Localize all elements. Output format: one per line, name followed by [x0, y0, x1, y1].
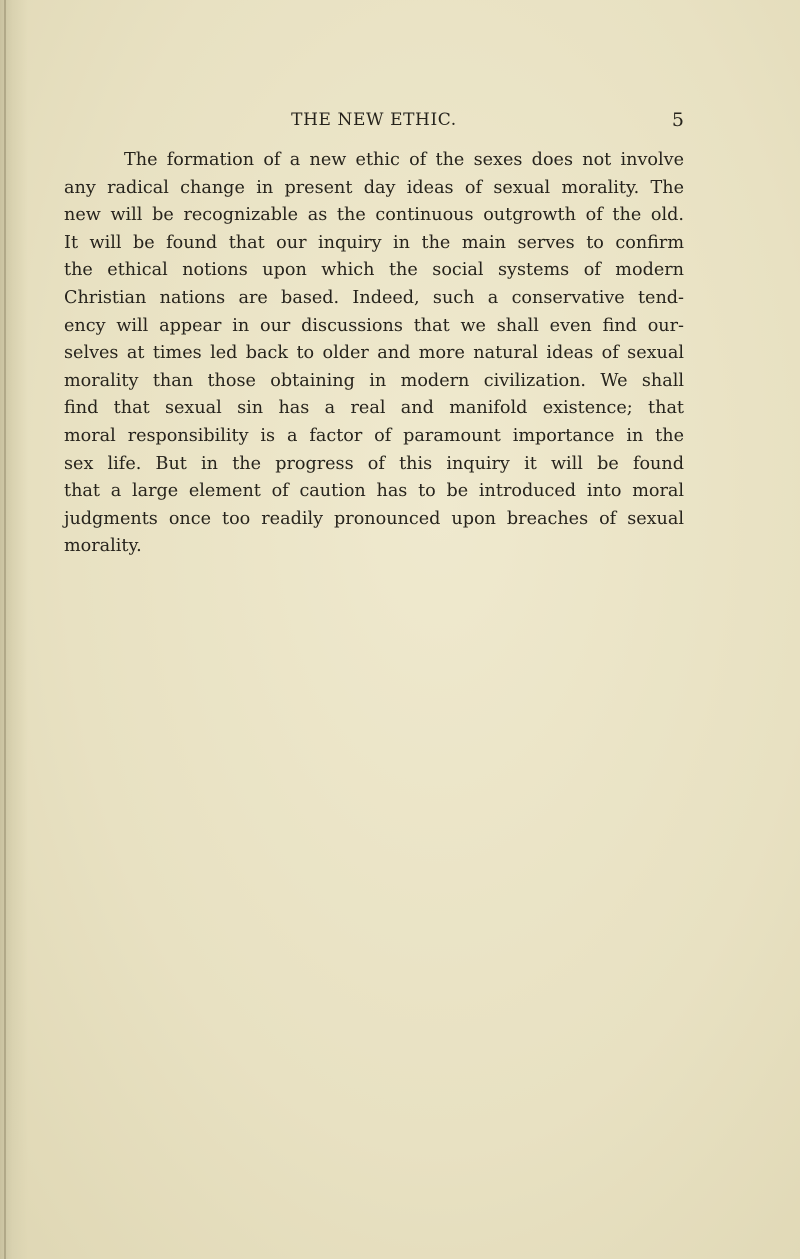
text-line: find that sexual sin has a real and manifold existence; that [64, 398, 684, 419]
text-line: ency will appear in our discussions that we shall even find our- [64, 315, 684, 336]
text-line: morality. [64, 536, 142, 557]
paragraph [64, 147, 684, 561]
text-line: The formation of a new ethic of the sexes does not involve [124, 150, 684, 170]
text-line: selves at times led back to older and more natural ideas of sexual [64, 343, 684, 364]
text-line: moral responsibility is a factor of paramount importance in the [64, 425, 684, 446]
text-line: morality than those obtaining in modern civilization. We shall [64, 370, 684, 391]
text-line: sex life. But in the progress of this inquiry it will be found [64, 453, 684, 474]
running-title: THE NEW ETHIC. [291, 110, 457, 130]
text-line: that a large element of caution has to be introduced into moral [64, 481, 684, 502]
text-line: any radical change in present day ideas of sexual morality. The [64, 177, 684, 198]
spine-edge [4, 0, 6, 1259]
text-line: It will be found that our inquiry in the main serves to confirm [64, 232, 684, 253]
text-line: judgments once too readily pronounced upon breaches of sexual [64, 508, 684, 529]
page-number: 5 [671, 109, 684, 131]
text-line: the ethical notions upon which the social systems of modern [64, 260, 684, 281]
running-head [64, 110, 684, 136]
text-line: new will be recognizable as the continuous outgrowth of the old. [64, 205, 684, 226]
text-line: Christian nations are based. Indeed, such a conservative tend- [64, 287, 684, 308]
